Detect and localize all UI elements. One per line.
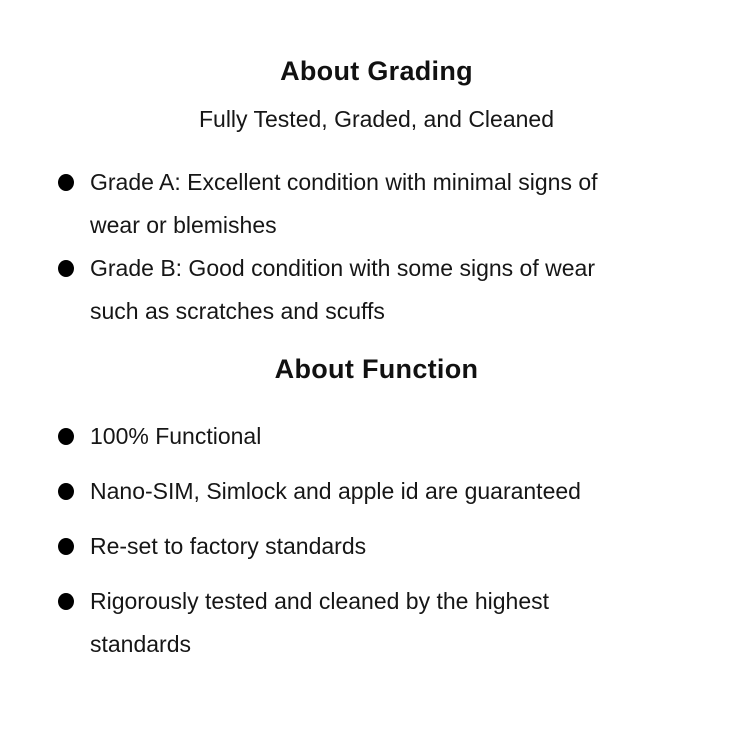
- bullet-icon: [58, 260, 74, 277]
- grading-section-title: About Grading: [280, 56, 473, 86]
- list-item-line: wear or blemishes: [90, 212, 277, 238]
- function-section-title: About Function: [274, 354, 479, 384]
- list-item-line: Rigorously tested and cleaned by the highest: [90, 588, 550, 614]
- list-item: [58, 415, 695, 458]
- bullet-icon: [58, 593, 74, 610]
- function-bullet-list: [58, 415, 695, 666]
- list-item-line: Grade A: Excellent condition with minimal signs of: [90, 169, 598, 195]
- list-item-line: 100% Functional: [90, 423, 262, 449]
- bullet-icon: [58, 483, 74, 500]
- list-item: [58, 470, 695, 513]
- list-item: [58, 580, 695, 666]
- list-item-line: Re-set to factory standards: [90, 533, 367, 559]
- bullet-icon: [58, 538, 74, 555]
- grading-subtitle: Fully Tested, Graded, and Cleaned: [198, 106, 555, 132]
- list-item-line: such as scratches and scuffs: [90, 298, 385, 324]
- list-item-line: standards: [90, 631, 192, 657]
- list-item: [58, 247, 695, 333]
- list-item-line: Nano-SIM, Simlock and apple id are guaranteed: [90, 478, 581, 504]
- list-item: [58, 161, 695, 247]
- list-item: [58, 525, 695, 568]
- bullet-icon: [58, 174, 74, 191]
- list-item-line: Grade B: Good condition with some signs of wear: [90, 255, 595, 281]
- grading-bullet-list: [58, 161, 695, 333]
- bullet-icon: [58, 428, 74, 445]
